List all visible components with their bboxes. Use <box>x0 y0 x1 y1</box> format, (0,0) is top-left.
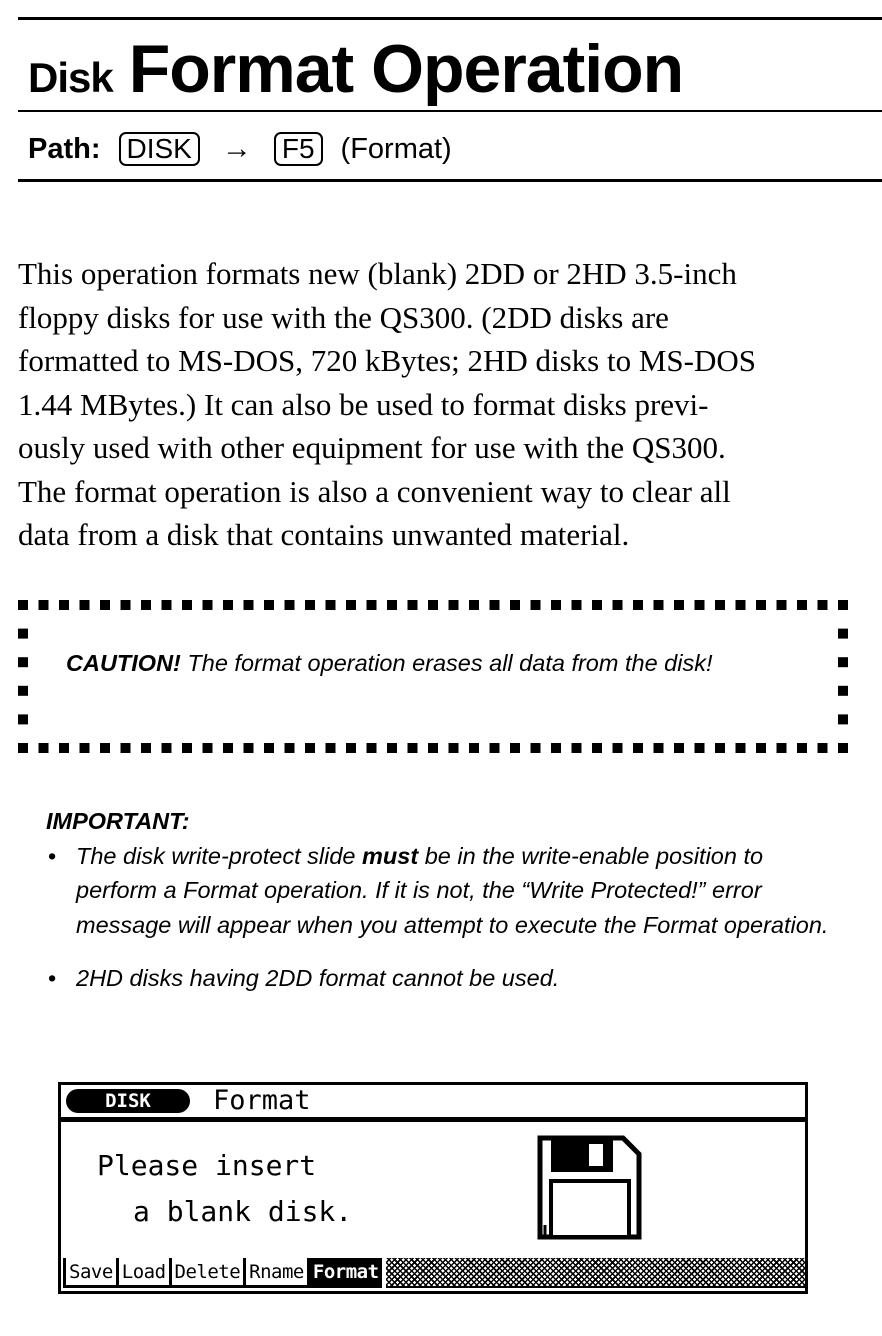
intro-paragraph <box>18 252 858 557</box>
bullet-text: 2HD disks having 2DD format cannot be used. <box>76 965 560 991</box>
path-underline <box>18 179 882 182</box>
dither-fill <box>386 1258 805 1288</box>
navigation-path <box>28 132 452 166</box>
bullet-text: be in the write-enable position to perform a Format operation. If it is not, the “Write Protected!” error message will appear when you attempt to execute the Format operation. <box>76 842 829 938</box>
paragraph-line: ously used with other equipment for use with the QS300. <box>18 430 726 465</box>
title-section: Disk <box>28 54 113 101</box>
lcd-header <box>61 1085 805 1122</box>
lcd-message-line: Please insert <box>97 1149 317 1182</box>
tab-format[interactable]: Format <box>307 1258 382 1288</box>
tab-save[interactable]: Save <box>63 1258 116 1288</box>
title-main: Format Operation <box>128 31 684 107</box>
important-heading: IMPORTANT: <box>46 808 190 834</box>
tab-load[interactable]: Load <box>116 1258 169 1288</box>
paragraph-line: formatted to MS-DOS, 720 kBytes; 2HD disks to MS-DOS <box>18 343 757 378</box>
caution-text: The format operation erases all data from the disk! <box>180 650 713 676</box>
list-item <box>46 961 836 996</box>
tab-delete[interactable]: Delete <box>169 1258 244 1288</box>
bullet-emphasis: must <box>362 842 419 869</box>
floppy-disk-icon <box>537 1135 643 1241</box>
bullet-text: The disk write-protect slide <box>76 842 363 869</box>
title-underline <box>18 110 882 112</box>
caution-label: CAUTION! <box>66 650 181 676</box>
f5-key: F5 <box>274 132 323 166</box>
paragraph-line: floppy disks for use with the QS300. (2DD disks are <box>18 299 669 335</box>
arrow-right-icon: → <box>221 132 252 165</box>
lcd-screen <box>58 1082 808 1294</box>
lcd-title: Format <box>213 1085 311 1116</box>
disk-key: DISK <box>119 132 200 166</box>
page-title <box>28 30 683 108</box>
bullet-marker: • <box>48 842 57 869</box>
path-function: (Format) <box>340 132 452 165</box>
paragraph-line: The format operation is also a convenient way to clear all <box>18 473 731 509</box>
important-notes <box>46 804 836 996</box>
paragraph-line: This operation formats new (blank) 2DD or 2HD 3.5-inch <box>18 256 737 291</box>
mode-badge: DISK <box>66 1089 190 1113</box>
function-tab-bar <box>63 1258 805 1288</box>
top-rule <box>18 17 882 20</box>
list-item <box>46 839 836 943</box>
tab-rename[interactable]: Rname <box>243 1258 307 1288</box>
paragraph-line: 1.44 MBytes.) It can also be used to format disks previ- <box>18 386 709 422</box>
caution-message <box>66 647 786 680</box>
path-label: Path: <box>28 132 101 165</box>
bullet-marker: • <box>48 965 57 991</box>
lcd-message-line: a blank disk. <box>133 1195 353 1228</box>
paragraph-line: data from a disk that contains unwanted material. <box>18 517 630 552</box>
